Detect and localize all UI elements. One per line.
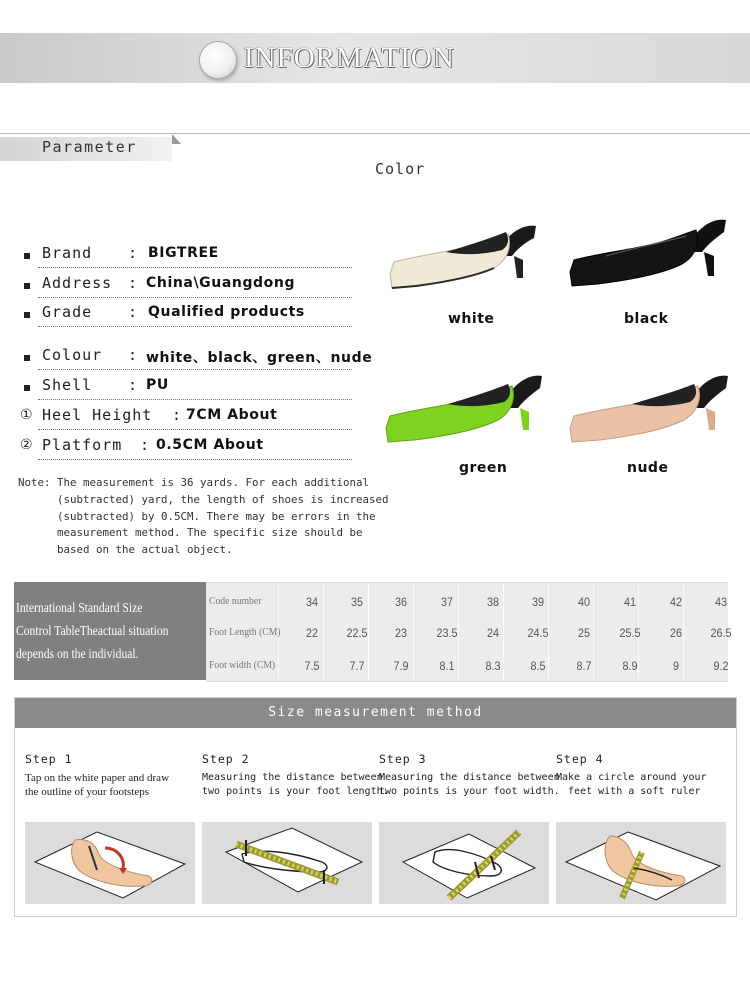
spec-value: China\Guangdong — [146, 275, 296, 291]
row-header: Code number — [209, 595, 262, 607]
bullet-icon — [24, 283, 30, 289]
circled-number-1: ① — [20, 407, 33, 423]
step-title: Step 2 — [202, 752, 250, 766]
table-cell: 38 — [486, 595, 500, 609]
step-illustration — [556, 822, 726, 904]
row-header: Foot width (CM) — [209, 659, 276, 671]
shoe-black-label: black — [624, 311, 669, 327]
dotted-divider — [38, 326, 352, 327]
step-illustration — [379, 822, 549, 904]
table-cell: 8.3 — [485, 659, 501, 673]
measurement-method-section — [14, 697, 737, 917]
table-cell: 25.5 — [619, 626, 641, 640]
parameter-divider — [0, 133, 750, 134]
dotted-divider — [38, 459, 352, 460]
spec-colon: : — [128, 376, 138, 394]
table-cell: 36 — [394, 595, 408, 609]
table-cell: 42 — [669, 595, 683, 609]
size-table — [14, 582, 732, 680]
spec-value: 0.5CM About — [156, 437, 264, 453]
information-title: INFORMATION — [244, 42, 455, 74]
table-cell: 40 — [577, 595, 591, 609]
step-text: Tap on the white paper and draw the outline of your footsteps — [25, 772, 170, 798]
shoe-white-image — [386, 216, 556, 296]
dotted-divider — [38, 399, 352, 400]
size-grid — [206, 582, 732, 682]
spec-row-address — [0, 274, 352, 302]
intro-line: Control TableTheactual situation — [16, 623, 169, 638]
table-cell: 34 — [305, 595, 319, 609]
table-cell: 8.5 — [530, 659, 546, 673]
step-title: Step 3 — [379, 752, 427, 766]
spec-label: Brand — [42, 244, 93, 262]
spec-row-heel-height — [0, 406, 352, 434]
table-cell: 22 — [305, 626, 319, 640]
spec-colon: : — [172, 406, 182, 424]
spec-value: white、black、green、nude — [146, 350, 373, 366]
shoe-green-label: green — [459, 460, 508, 476]
table-cell: 37 — [440, 595, 454, 609]
table-row — [206, 651, 728, 681]
spec-colon: : — [140, 436, 150, 454]
shoe-green-image — [384, 370, 556, 448]
shoe-black-image — [566, 212, 738, 294]
table-cell: 25 — [577, 626, 591, 640]
table-row — [206, 587, 728, 617]
spec-label: Address — [42, 274, 113, 292]
step-title: Step 4 — [556, 752, 604, 766]
shoe-nude-label: nude — [627, 460, 669, 476]
dotted-divider — [38, 429, 352, 430]
shoe-nude-image — [568, 368, 740, 448]
circle-emblem-icon — [199, 41, 237, 79]
soft-ruler-icon — [556, 822, 726, 904]
ribbon-fold-icon — [172, 134, 181, 144]
ruler-length-icon — [202, 822, 372, 904]
spec-row-grade — [0, 303, 352, 331]
table-cell: 24 — [486, 626, 500, 640]
step-title: Step 1 — [25, 752, 73, 766]
spec-row-platform — [0, 436, 352, 464]
spec-colon: : — [128, 274, 138, 292]
table-cell: 9 — [672, 659, 680, 673]
spec-label: Heel Height — [42, 406, 153, 424]
spec-value: Qualified products — [148, 304, 305, 320]
table-cell: 26 — [669, 626, 683, 640]
spec-label: Platform — [42, 436, 123, 454]
shoe-white-label: white — [448, 311, 495, 327]
spec-row-brand — [0, 244, 352, 272]
table-cell: 24.5 — [527, 626, 549, 640]
table-cell: 43 — [714, 595, 728, 609]
size-table-intro — [14, 582, 206, 680]
dotted-divider — [38, 297, 352, 298]
table-cell: 7.5 — [304, 659, 320, 673]
dotted-divider — [38, 369, 352, 370]
bullet-icon — [24, 355, 30, 361]
step-text: Measuring the distance between two points is your foot length. — [202, 772, 389, 797]
spec-row-shell — [0, 376, 352, 404]
table-cell: 7.9 — [393, 659, 409, 673]
table-cell: 35 — [350, 595, 364, 609]
spec-value: PU — [146, 377, 169, 393]
spec-label: Colour — [42, 346, 103, 364]
row-header: Foot Length (CM) — [209, 626, 281, 638]
table-cell: 7.7 — [349, 659, 365, 673]
table-cell: 39 — [531, 595, 545, 609]
spec-value: BIGTREE — [148, 245, 219, 261]
circled-number-2: ② — [20, 437, 33, 453]
method-header-bar — [15, 698, 736, 728]
spec-colon: : — [128, 346, 138, 364]
table-row — [206, 618, 732, 648]
table-cell: 8.9 — [622, 659, 638, 673]
dotted-divider — [38, 267, 352, 268]
table-cell: 8.7 — [576, 659, 592, 673]
table-cell: 8.1 — [439, 659, 455, 673]
spec-row-colour — [0, 346, 373, 374]
spec-value: 7CM About — [186, 407, 278, 423]
bullet-icon — [24, 253, 30, 259]
intro-line: depends on the individual. — [16, 646, 139, 661]
step-text: Make a circle around your feet with a soft ruler — [556, 772, 707, 797]
ruler-width-icon — [379, 822, 549, 904]
table-cell: 9.2 — [713, 659, 729, 673]
color-title: Color — [375, 160, 426, 178]
table-cell: 41 — [623, 595, 637, 609]
foot-outline-icon — [25, 822, 195, 904]
parameter-title: Parameter — [42, 138, 137, 156]
spec-colon: : — [128, 303, 138, 321]
intro-line: International Standard Size — [16, 600, 143, 615]
measurement-note: Note: The measurement is 36 yards. For each additional (subtracted) yard, the length of shoes is increased (subtracted) by 0.5CM. There may be errors in the measurement method. The specific size should be based on the actual object. — [18, 476, 389, 557]
bullet-icon — [24, 312, 30, 318]
table-cell: 23.5 — [436, 626, 458, 640]
step-illustration — [25, 822, 195, 904]
spec-colon: : — [128, 244, 138, 262]
spec-label: Grade — [42, 303, 93, 321]
step-text: Measuring the distance between two points is your foot width. — [379, 772, 560, 797]
table-cell: 23 — [394, 626, 408, 640]
method-title: Size measurement method — [268, 705, 483, 720]
spec-label: Shell — [42, 376, 93, 394]
table-cell: 26.5 — [710, 626, 732, 640]
table-cell: 22.5 — [346, 626, 368, 640]
step-illustration — [202, 822, 372, 904]
bullet-icon — [24, 385, 30, 391]
